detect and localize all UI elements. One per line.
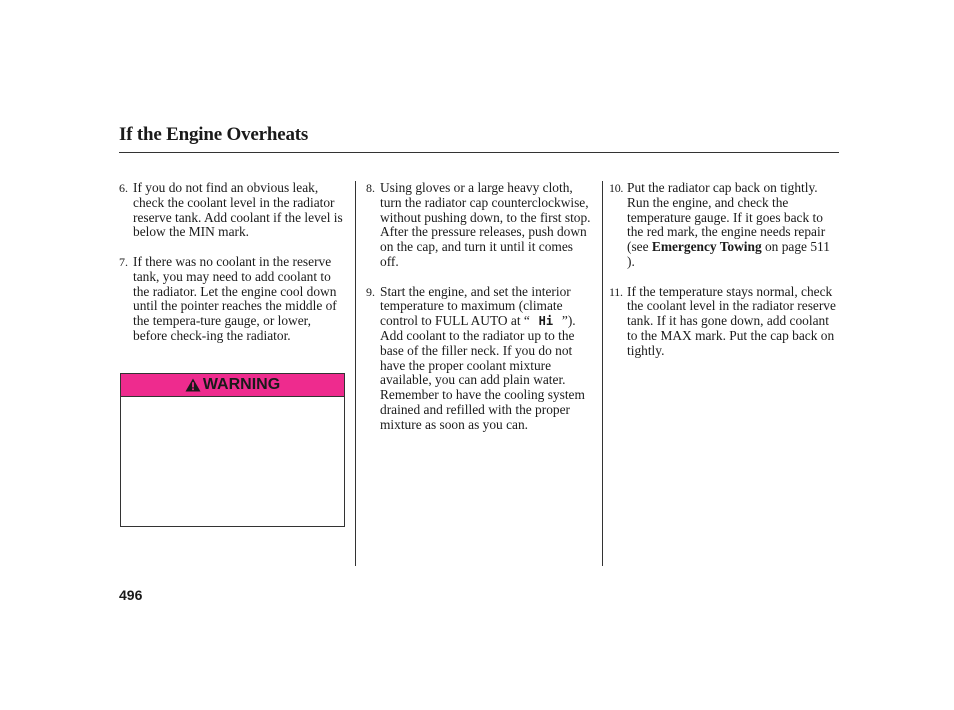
step-text: If you do not find an obvious leak, check the coolant level in the radiator reserve tank. Add coolant if the level is below the MIN mark. [133,180,343,240]
warning-triangle-icon [185,378,201,392]
step-9 [366,285,594,433]
step-number: 7. [119,254,128,269]
step-text: Using gloves or a large heavy cloth, turn the radiator cap counterclockwise, without pushing down, to the first stop. After the pressure releases, push down on the cap, and turn it until it comes off. [380,180,591,269]
step-text-continued: on page 511 ). [627,239,830,269]
step-text: Start the engine, and set the interior temperature to maximum (climate control to FULL AUTO at “ [380,283,571,329]
step-text: If there was no coolant in the reserve tank, you may need to add coolant to the radiator. Let the engine cool down until the pointer reaches the middle of the tempera-ture gauge, or lower, before check-ing the radiator. [133,253,337,343]
step-text: Put the radiator cap back on tightly. Run the engine, and check the temperature gauge. If it goes back to the red mark, the engine needs repair (see [627,180,826,255]
step-6 [119,181,347,240]
step-number: 6. [119,181,128,195]
step-8 [366,181,594,270]
step-text: If the temperature stays normal, check the coolant level in the radiator reserve tank. If it has gone down, add coolant to the MAX mark. Put the cap back on tightly. [627,283,836,358]
step-text-continued: ”). Add coolant to the radiator up to the base of the filler neck. If you do not have the proper coolant mixture available, you can add plain water. Remember to have the cooling system drained and refilled with the proper mixture as soon as you can. [380,313,585,432]
step-10 [609,181,839,270]
column-divider-1 [355,181,356,566]
column-1 [119,181,347,359]
step-number: 11. [609,284,623,299]
warning-box [120,373,345,527]
step-number: 8. [366,181,375,195]
column-2 [366,181,594,447]
warning-header [121,374,344,397]
warning-label: WARNING [202,376,281,393]
step-number: 10. [609,181,624,195]
column-3 [609,181,839,373]
step-11 [609,285,839,359]
page-number: 496 [119,587,143,603]
hi-temperature-icon: Hi [538,314,554,329]
title-rule [119,152,839,153]
step-number: 9. [366,284,375,299]
page-title: If the Engine Overheats [119,124,309,145]
column-divider-2 [602,181,603,566]
emergency-towing-reference[interactable]: Emergency Towing [651,239,762,255]
step-7 [119,255,347,344]
